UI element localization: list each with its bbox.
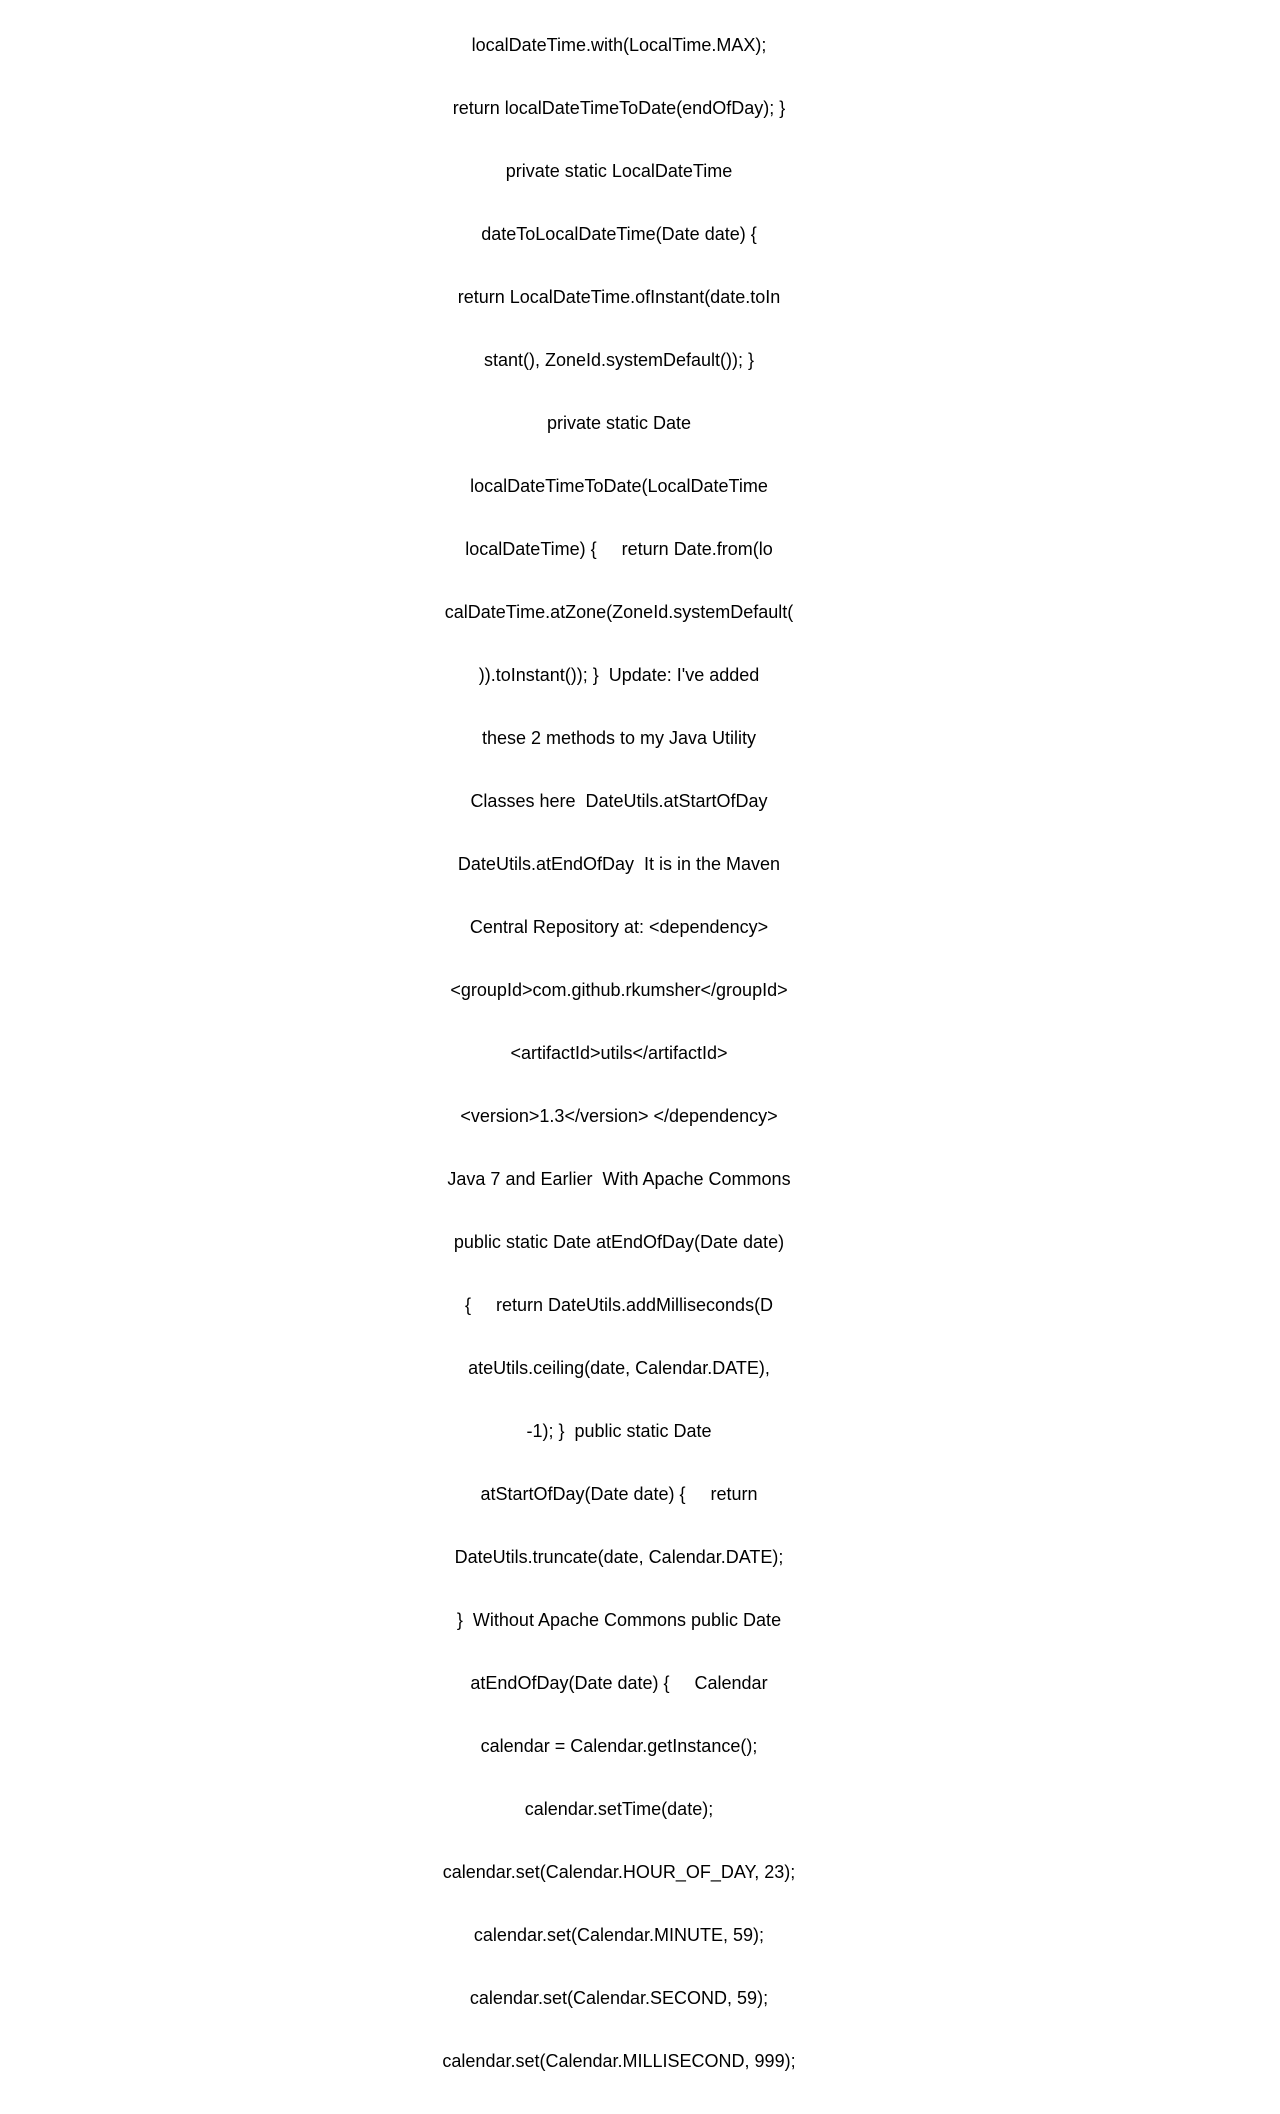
text-line: return localDateTimeToDate(endOfDay); }	[452, 98, 786, 118]
text-line: DateUtils.truncate(date, Calendar.DATE);	[454, 1547, 784, 1567]
text-line: return LocalDateTime.ofInstant(date.toIn	[457, 287, 781, 307]
text-line: { return DateUtils.addMilliseconds(D	[464, 1295, 774, 1315]
text-line: these 2 methods to my Java Utility	[481, 728, 757, 748]
text-line: atEndOfDay(Date date) { Calendar	[470, 1673, 768, 1693]
text-line: )).toInstant()); } Update: I've added	[478, 665, 760, 685]
text-line: <artifactId>utils</artifactId>	[510, 1043, 728, 1063]
text-line: -1); } public static Date	[526, 1421, 712, 1441]
text-line: public static Date atEndOfDay(Date date)	[453, 1232, 785, 1252]
text-line: Classes here DateUtils.atStartOfDay	[470, 791, 768, 811]
text-line: calendar = Calendar.getInstance();	[480, 1736, 758, 1756]
text-line: dateToLocalDateTime(Date date) {	[481, 224, 757, 244]
document-text-column	[440, 0, 798, 2071]
text-line: calendar.set(Calendar.SECOND, 59);	[469, 1988, 769, 2008]
text-line: } Without Apache Commons public Date	[456, 1610, 782, 1630]
text-line: localDateTimeToDate(LocalDateTime	[470, 476, 768, 496]
text-line: calDateTime.atZone(ZoneId.systemDefault(	[444, 602, 794, 622]
text-line: Java 7 and Earlier With Apache Commons	[447, 1169, 791, 1189]
text-line: private static LocalDateTime	[505, 161, 733, 181]
text-line: private static Date	[546, 413, 692, 433]
text-line: <groupId>com.github.rkumsher</groupId>	[450, 980, 788, 1000]
text-line: calendar.set(Calendar.MILLISECOND, 999);	[442, 2051, 796, 2071]
text-line: calendar.set(Calendar.MINUTE, 59);	[473, 1925, 765, 1945]
text-line: localDateTime.with(LocalTime.MAX);	[471, 35, 767, 55]
text-line: calendar.setTime(date);	[524, 1799, 714, 1819]
text-line: ateUtils.ceiling(date, Calendar.DATE),	[468, 1358, 770, 1378]
text-line: DateUtils.atEndOfDay It is in the Maven	[457, 854, 781, 874]
text-line: localDateTime) { return Date.from(lo	[465, 539, 773, 559]
text-line: Central Repository at: <dependency>	[469, 917, 769, 937]
text-line: stant(), ZoneId.systemDefault()); }	[483, 350, 755, 370]
text-line: atStartOfDay(Date date) { return	[480, 1484, 758, 1504]
text-line: calendar.set(Calendar.HOUR_OF_DAY, 23);	[442, 1862, 796, 1882]
text-line: <version>1.3</version> </dependency>	[460, 1106, 778, 1126]
